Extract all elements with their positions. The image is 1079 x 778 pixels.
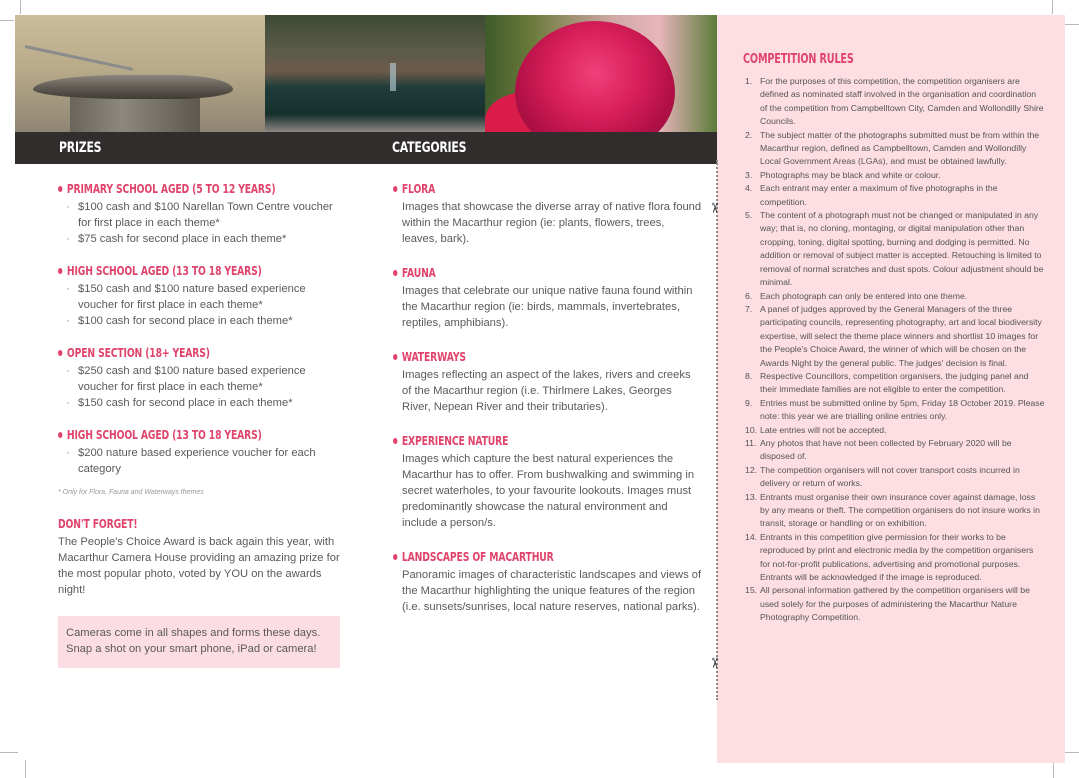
bullet-icon [393,354,397,360]
prize-heading: HIGH SCHOOL AGED (13 TO 18 YEARS) [58,427,273,443]
categories-title: CATEGORIES [392,140,467,156]
prize-item: · $200 nature based experience voucher for each category [66,445,348,477]
crop-mark [0,752,18,753]
prize-group [58,345,348,411]
rule-item: 5. The content of a photograph must not be changed or manipulated in any way; that is, no cloning, montaging, or digital manipulation other than cropping, toning, digital spotting, burning and dodging is permitted. No addition or removal of subject matter is accepted. Retouching is limited to removal of normal scratches and dust spots. Colour adjustment should be minimal. [745,210,1044,288]
dont-forget-text: The People's Choice Award is back again this year, with Macarthur Camera House providing an amazing prize for the most popular photo, voted by YOU on the awards night! [58,536,340,596]
rules-heading: COMPETITION RULES [743,52,854,67]
category-description: Images reflecting an aspect of the lakes, rivers and creeks of the Macarthur region (i.e. Thirlmere Lakes, Georges River, Nepean River and their tributaries). [402,369,691,413]
category-description: Images that celebrate our unique native fauna found within the Macarthur region (ie: birds, mammals, invertebrates, reptiles, amphibians). [402,285,693,329]
waterfall [390,63,396,91]
prize-list [66,281,348,329]
camera-tip-text: Cameras come in all shapes and forms these days. Snap a shot on your smart phone, iPad or camera! [66,627,321,655]
prizes-title: PRIZES [59,140,102,156]
category-heading: FAUNA [393,265,619,281]
prize-heading: HIGH SCHOOL AGED (13 TO 18 YEARS) [58,263,273,279]
rule-item: 7. A panel of judges approved by the General Managers of the three participating councils, representing photography, art and local biodiversity expertise, will select the theme place winners and shortlist 10 images for the People's Choice Award, the winner of which will be chosen on the Awards Night by the general public. The judges' decision is final. [745,303,1042,368]
prize-heading: OPEN SECTION (18+ YEARS) [58,345,273,361]
dont-forget-heading: DON'T FORGET! [58,516,138,531]
prize-item: · $75 cash for second place in each theme* [66,231,348,247]
rule-item: 2. The subject matter of the photographs submitted must be from within the Macarthur region, defined as Campbelltown, Camden and Wollondilly Local Government Areas (LGAs), and must be obtained lawfully. [745,129,1040,167]
rule-item: 6. Each photograph can only be entered into one theme. [745,290,968,301]
rule-item: 13. Entrants must organise their own insurance cover against damage, loss by any means or theft. The competition organisers do not insure works in transit, storage or handling or on exhibition. [745,491,1040,529]
section-header-bar [15,132,717,164]
category-landscapes [393,549,702,615]
rule-item: 1. For the purposes of this competition, the competition organisers are defined as nominated staff involved in the organisation and coordination of the competition from Campbelltown City, Camden and Wollondilly Shire Councils. [745,76,1044,127]
category-heading: LANDSCAPES OF MACARTHUR [393,549,619,565]
prize-group [58,263,348,329]
bullet-icon [58,350,62,356]
category-description: Images that showcase the diverse array of native flora found within the Macarthur region (ie: plants, flowers, trees, leaves, bark). [402,201,702,245]
crop-mark [0,20,14,21]
crop-mark [1052,0,1053,14]
category-experience-nature [393,433,698,531]
rule-item: 9. Entries must be submitted online by 5pm, Friday 18 October 2019. Please note: this year we are trialling online entries only. [745,397,1045,422]
prize-list [66,363,348,411]
rule-item: 12. The competition organisers will not cover transport costs incurred in delivery or return of works. [745,464,1020,489]
rules-list [745,75,1045,625]
category-heading: EXPERIENCE NATURE [393,433,619,449]
prize-item: · $150 cash and $100 nature based experience voucher for first place in each theme* [66,281,348,313]
scissors-icon: ✂ [706,657,723,669]
bullet-icon [58,432,62,438]
prizes-column [58,181,348,668]
bullet-icon [393,554,397,560]
rule-item: 8. Respective Councillors, competition organisers, the judging panel and their immediate families are not eligible to enter the competition. [745,370,1029,395]
prize-item: · $100 cash and $100 Narellan Town Centre voucher for first place in each theme* [66,199,348,231]
prize-item: · $250 cash and $100 nature based experience voucher for first place in each theme* [66,363,348,395]
rule-item: 3. Photographs may be black and white or colour. [745,169,941,180]
category-flora [393,181,702,247]
crop-mark [20,0,21,14]
prize-list [66,199,348,247]
rule-item: 10. Late entries will not be accepted. [745,424,887,435]
category-heading: FLORA [393,181,619,197]
bullet-icon [393,270,397,276]
bullet-icon [393,438,397,444]
category-description: Panoramic images of characteristic landscapes and views of the Macarthur highlighting the unique features of the region (i.e. sunsets/sunrises, local nature reserves, national parks). [402,569,702,613]
competition-rules-panel [717,15,1065,763]
prize-item: · $150 cash for second place in each theme* [66,395,348,411]
rule-item: 11. Any photos that have not been collected by February 2020 will be disposed of. [745,437,1012,462]
prize-item: · $100 cash for second place in each theme* [66,313,348,329]
categories-column [393,181,702,633]
prize-list [66,445,348,477]
lizard-photo [15,15,280,132]
hero-banner [15,15,717,132]
camera-tip-box [58,616,340,668]
scissors-icon: ✂ [706,202,723,214]
waratah-photo [485,15,717,132]
prizes-footnote: * Only for Flora, Fauna and Waterways themes [58,489,204,496]
category-heading: WATERWAYS [393,349,619,365]
rule-item: 4. Each entrant may enter a maximum of five photographs in the competition. [745,183,998,207]
rule-item: 14. Entrants in this competition give permission for their works to be reproduced by print and electronic media by the competition organisers for not-for-profit publications, advertising and promotional purposes. Entrants will be acknowledged if the image is reproduced. [745,531,1034,583]
cut-line [716,160,718,700]
barbed-wire [25,45,133,71]
dont-forget-section [58,516,348,598]
category-description: Images which capture the best natural experiences the Macarthur has to offer. From bushwalking and swimming in secret waterholes, to your favourite lookouts. Images must predominantly showcase the natural environment and include a person/s. [402,453,695,529]
waterhole-photo [265,15,505,132]
bullet-icon [58,186,62,192]
prize-group [58,181,348,247]
category-waterways [393,349,698,415]
prize-group [58,427,348,477]
waratah-bloom [515,21,675,132]
bullet-icon [393,186,397,192]
prize-heading: PRIMARY SCHOOL AGED (5 TO 12 YEARS) [58,181,273,197]
crop-mark [25,760,26,778]
lizard [33,75,233,99]
category-fauna [393,265,698,331]
bullet-icon [58,268,62,274]
rule-item: 15. All personal information gathered by the competition organisers will be used solely for the purposes of administering the Macarthur Nature Photography Competition. [745,585,1030,623]
